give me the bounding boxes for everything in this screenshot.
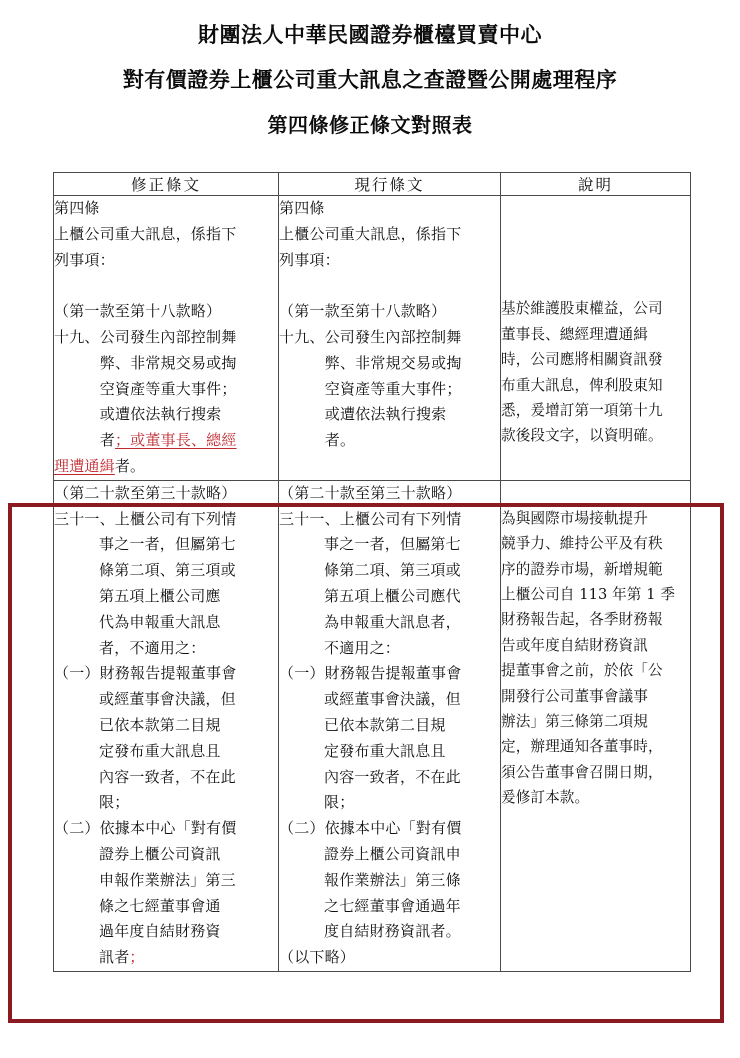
table-header-row <box>54 173 691 196</box>
text-line: 已依本款第二目規 <box>324 715 446 734</box>
text-line: 悉，爰增訂第一項第十九 <box>501 402 663 419</box>
text-line: 報作業辦法」第三條 <box>324 870 461 889</box>
text-line: 為與國際市場接軌提升 <box>501 509 648 527</box>
table-row-highlighted <box>54 480 691 971</box>
cell-explanation-row1 <box>501 196 691 481</box>
text-line: 內容一致者，不在此 <box>99 767 236 786</box>
text-line: 第五項上櫃公司應代 <box>324 586 461 605</box>
text-line: 告或年度自結財務資訊 <box>501 636 648 654</box>
text-line: 之七經董事會通過年 <box>324 896 461 915</box>
revision-red-punctuation: ； <box>129 948 145 967</box>
text-line: （一）財務報告提報董事會 <box>279 664 462 683</box>
text-line: （第一款至第十八款略） <box>54 302 222 321</box>
text-line: 開發行公司董事會議事 <box>501 687 648 705</box>
article-comparison-table <box>53 172 691 972</box>
text-line: 第四條 <box>54 199 100 217</box>
text-line: 證券上櫃公司資訊 <box>99 844 221 863</box>
page-title-comparison-table: 第四條修正條文對照表 <box>267 113 473 137</box>
text-line: 或遭依法執行搜索 <box>99 405 222 424</box>
text-line: （二）依據本中心「對有價 <box>279 819 462 838</box>
text-line: 者。 <box>324 431 356 450</box>
text-line: （以下略） <box>279 948 356 967</box>
text-line: 為申報重大訊息者， <box>324 612 461 631</box>
blank-line <box>501 246 690 271</box>
cell-amended-row1 <box>54 196 279 481</box>
text-line: 不適用之： <box>324 638 401 657</box>
text-line: 限； <box>324 793 355 812</box>
text-line: 上櫃公司重大訊息，係指下 <box>54 224 237 243</box>
text-line: 事之一者，但屬第七 <box>324 535 461 554</box>
text-line: 列事項： <box>279 250 340 269</box>
column-header-amended: 修正條文 <box>54 173 279 196</box>
blank-line <box>501 481 690 506</box>
text-line: （第一款至第十八款略） <box>279 302 447 321</box>
text-line: 布重大訊息，俾利股東知 <box>501 376 663 394</box>
text-line: 競爭力、維持公平及有秩 <box>501 535 663 553</box>
text-line: 須公告董事會召開日期， <box>501 763 663 781</box>
text-line: 內容一致者，不在此 <box>324 767 461 786</box>
text-line: 弊、非常規交易或掏 <box>324 353 462 372</box>
table-row <box>54 196 691 481</box>
text-line: 事之一者，但屬第七 <box>99 535 236 554</box>
text-line: 上櫃公司自 113 年第 1 季 <box>501 586 676 604</box>
text-line: 弊、非常規交易或掏 <box>99 353 237 372</box>
cell-current-row2 <box>279 480 501 971</box>
revision-underlined-text: 理遭通緝 <box>54 456 115 475</box>
text-line: 申報作業辦法」第三 <box>99 870 236 889</box>
cell-explanation-row2 <box>501 480 691 971</box>
text-line: （二）依據本中心「對有價 <box>54 819 237 838</box>
blank-line <box>501 271 690 296</box>
text-line: 定發布重大訊息且 <box>99 741 221 760</box>
text-line: 者，不適用之： <box>99 638 206 657</box>
text-fragment: 訊者 <box>99 948 130 967</box>
page-title-organization: 財團法人中華民國證券櫃檯買賣中心 <box>198 22 542 47</box>
text-line: 上櫃公司重大訊息，係指下 <box>279 224 462 243</box>
text-line: 或經董事會決議，但 <box>99 690 236 709</box>
text-line: 定發布重大訊息且 <box>324 741 446 760</box>
text-line: 空資產等重大事件； <box>324 379 462 398</box>
text-line: 證券上櫃公司資訊申 <box>324 844 461 863</box>
text-line: 空資產等重大事件； <box>99 379 237 398</box>
text-line: 提董事會之前，於依「公 <box>501 662 663 680</box>
text-line: 限； <box>99 793 130 812</box>
blank-line <box>501 196 690 221</box>
text-line: 代為申報重大訊息 <box>99 612 221 631</box>
cell-amended-row2 <box>54 480 279 971</box>
text-line: 條之七經董事會通 <box>99 896 221 915</box>
text-line: （第二十款至第三十款略） <box>279 483 462 502</box>
text-line: （第二十款至第三十款略） <box>54 483 237 502</box>
text-line: 三十一、上櫃公司有下列情 <box>54 509 237 528</box>
text-line: 三十一、上櫃公司有下列情 <box>279 509 462 528</box>
blank-line <box>501 221 690 246</box>
document-titles <box>0 0 740 135</box>
text-line: 或經董事會決議，但 <box>324 690 461 709</box>
text-fragment: 者。 <box>114 456 146 475</box>
text-line: 過年度自結財務資 <box>99 922 221 941</box>
text-line: 爰修訂本款。 <box>501 789 590 807</box>
text-line-with-revision <box>54 428 278 454</box>
blank-line <box>54 273 278 299</box>
text-line: 董事長、總經理遭通緝 <box>501 325 648 343</box>
text-line: 列事項： <box>54 250 115 269</box>
text-line: 條第二項、第三項或 <box>99 561 236 580</box>
text-line: 第四條 <box>279 199 325 217</box>
text-line: 十九、公司發生內部控制舞 <box>279 327 462 346</box>
text-line-with-revision <box>54 945 278 971</box>
cell-current-row1 <box>279 196 501 481</box>
text-line: 時，公司應將相關資訊發 <box>501 351 663 369</box>
column-header-current: 現行條文 <box>279 173 501 196</box>
revision-underlined-text: ；或董事長、總經 <box>114 431 237 450</box>
text-line-with-revision <box>54 454 278 480</box>
text-line: 款後段文字，以資明確。 <box>501 427 663 445</box>
text-line: （一）財務報告提報董事會 <box>54 664 237 683</box>
blank-line <box>279 273 500 299</box>
text-line: 第五項上櫃公司應 <box>99 586 221 605</box>
text-line: 條第二項、第三項或 <box>324 561 461 580</box>
text-line: 已依本款第二目規 <box>99 715 221 734</box>
column-header-explanation: 說明 <box>501 173 691 196</box>
text-fragment: 者 <box>99 431 115 450</box>
text-line: 或遭依法執行搜索 <box>324 405 447 424</box>
text-line: 辦法」第三條第二項規 <box>501 713 648 730</box>
text-line: 基於維護股東權益，公司 <box>501 300 663 318</box>
text-line: 度自結財務資訊者。 <box>324 922 461 941</box>
page-title-procedure: 對有價證券上櫃公司重大訊息之查證暨公開處理程序 <box>122 67 618 92</box>
text-line: 十九、公司發生內部控制舞 <box>54 327 237 346</box>
text-line: 財務報告起，各季財務報 <box>501 611 663 629</box>
text-line: 定，辦理通知各董事時， <box>501 738 663 756</box>
text-line: 序的證券市場，新增規範 <box>501 560 663 578</box>
